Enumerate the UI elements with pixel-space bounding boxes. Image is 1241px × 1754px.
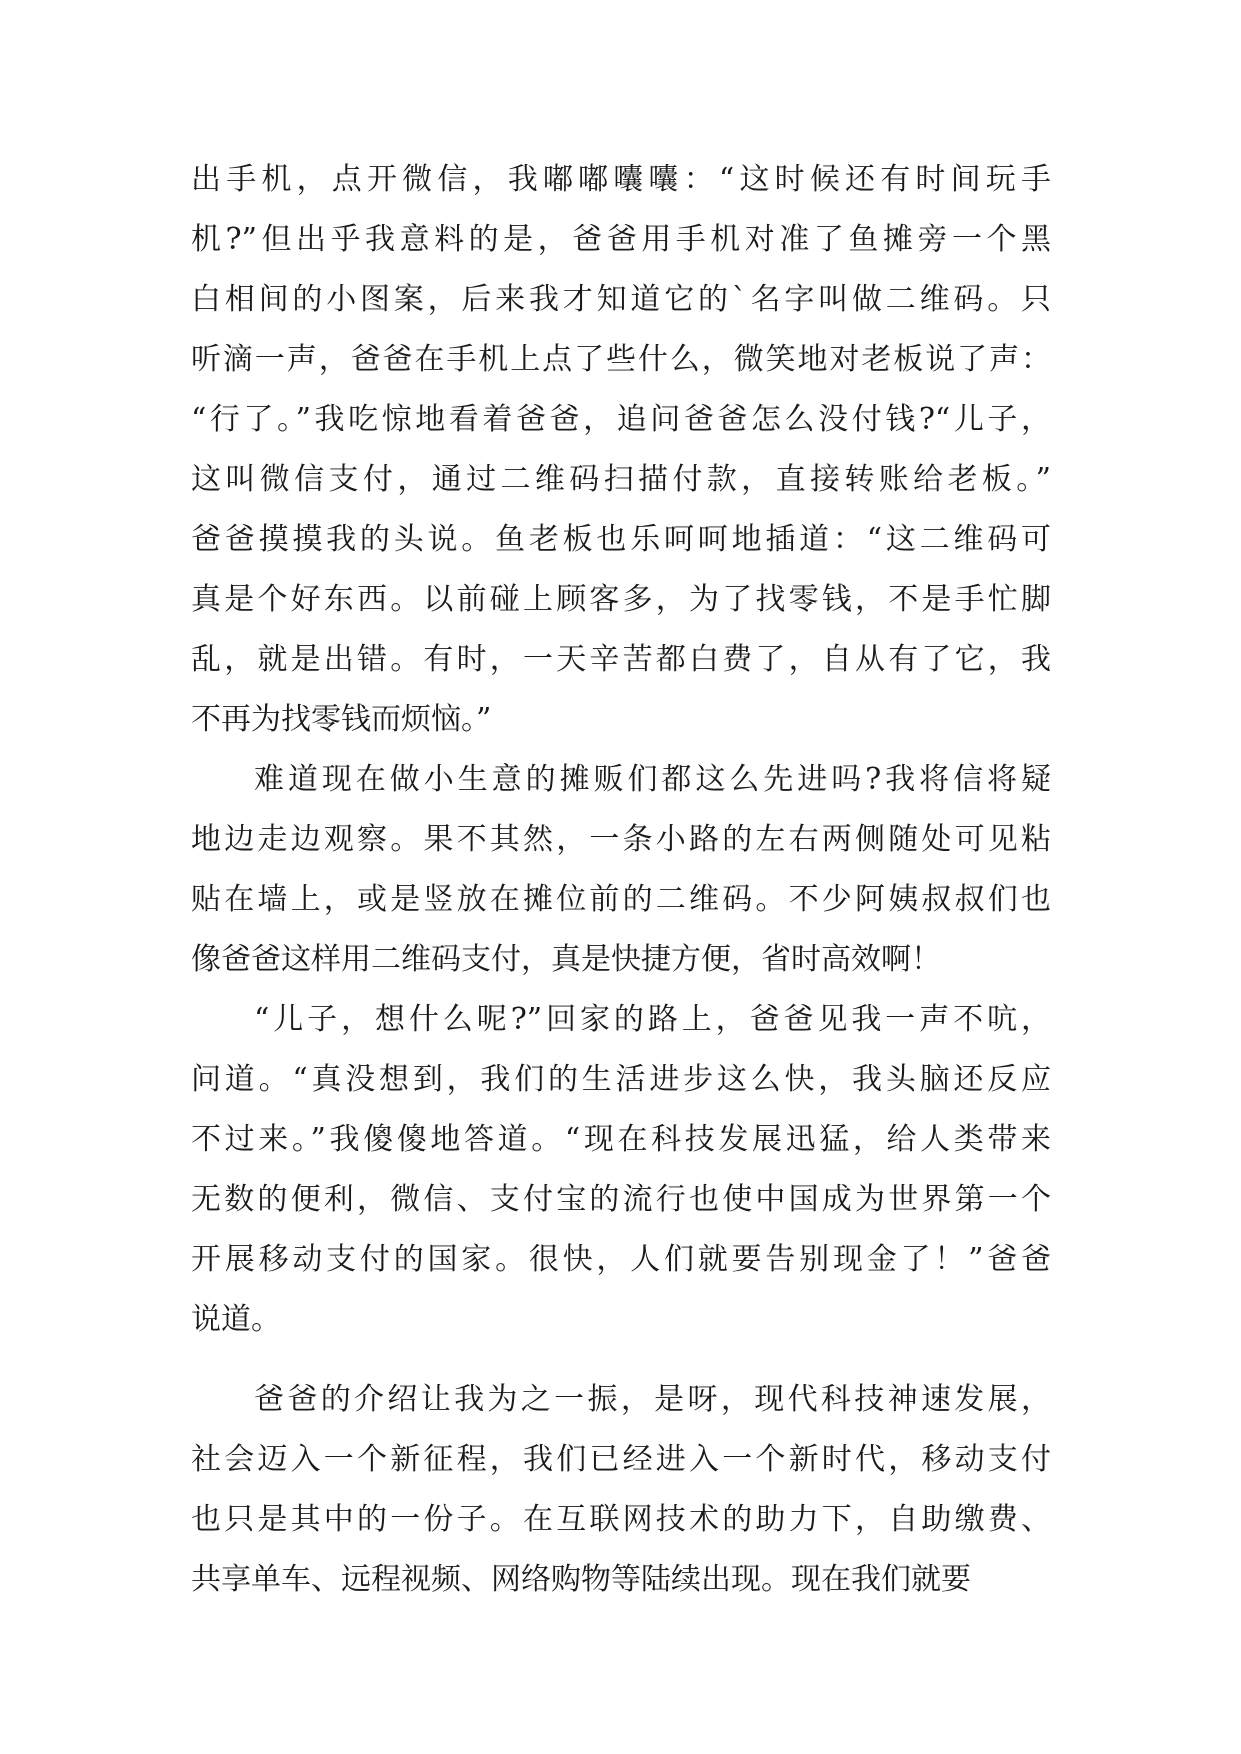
paragraph-first-line: 爸爸的介绍让我为之一振，是呀，现代科技神速发展， — [254, 1382, 1051, 1417]
text-line: 问道。“真没想到，我们的生活进步这么快，我头脑还反应 — [191, 1062, 1051, 1097]
text-line: 也只是其中的一份子。在互联网技术的助力下，自助缴费、 — [191, 1502, 1051, 1537]
text-line: 贴在墙上，或是竖放在摊位前的二维码。不少阿姨叔叔们也 — [191, 882, 1051, 917]
text-line: “行了。”我吃惊地看着爸爸，追问爸爸怎么没付钱?“儿子， — [191, 402, 1051, 437]
text-line: 真是个好东西。以前碰上顾客多，为了找零钱，不是手忙脚 — [191, 582, 1051, 617]
text-line: 这叫微信支付，通过二维码扫描付款，直接转账给老板。” — [191, 462, 1051, 497]
text-line: 乱，就是出错。有时，一天辛苦都白费了，自从有了它，我 — [191, 642, 1051, 677]
text-line: 出手机，点开微信，我嘟嘟囔囔：“这时候还有时间玩手 — [191, 162, 1051, 197]
text-line: 共享单车、远程视频、网络购物等陆续出现。现在我们就要 — [191, 1562, 971, 1597]
text-line: 不再为找零钱而烦恼。” — [191, 702, 492, 737]
text-line: 听滴一声，爸爸在手机上点了些什么，微笑地对老板说了声： — [191, 342, 1051, 377]
text-line: 爸爸摸摸我的头说。鱼老板也乐呵呵地插道：“这二维码可 — [191, 522, 1051, 557]
text-line: 社会迈入一个新征程，我们已经进入一个新时代，移动支付 — [191, 1442, 1051, 1477]
paragraph-first-line: 难道现在做小生意的摊贩们都这么先进吗?我将信将疑 — [254, 762, 1051, 797]
text-line: 白相间的小图案，后来我才知道它的`名字叫做二维码。只 — [191, 282, 1051, 317]
text-line: 不过来。”我傻傻地答道。“现在科技发展迅猛，给人类带来 — [191, 1122, 1051, 1157]
text-line: 地边走边观察。果不其然，一条小路的左右两侧随处可见粘 — [191, 822, 1051, 857]
text-line: 无数的便利，微信、支付宝的流行也使中国成为世界第一个 — [191, 1182, 1051, 1217]
text-line: 说道。 — [191, 1302, 281, 1337]
text-line: 机?”但出乎我意料的是，爸爸用手机对准了鱼摊旁一个黑 — [191, 222, 1051, 257]
text-line: 开展移动支付的国家。很快，人们就要告别现金了！”爸爸 — [191, 1242, 1051, 1277]
paragraph-first-line: “儿子，想什么呢?”回家的路上，爸爸见我一声不吭， — [254, 1002, 1051, 1037]
text-line: 像爸爸这样用二维码支付，真是快捷方便，省时高效啊！ — [191, 942, 941, 977]
